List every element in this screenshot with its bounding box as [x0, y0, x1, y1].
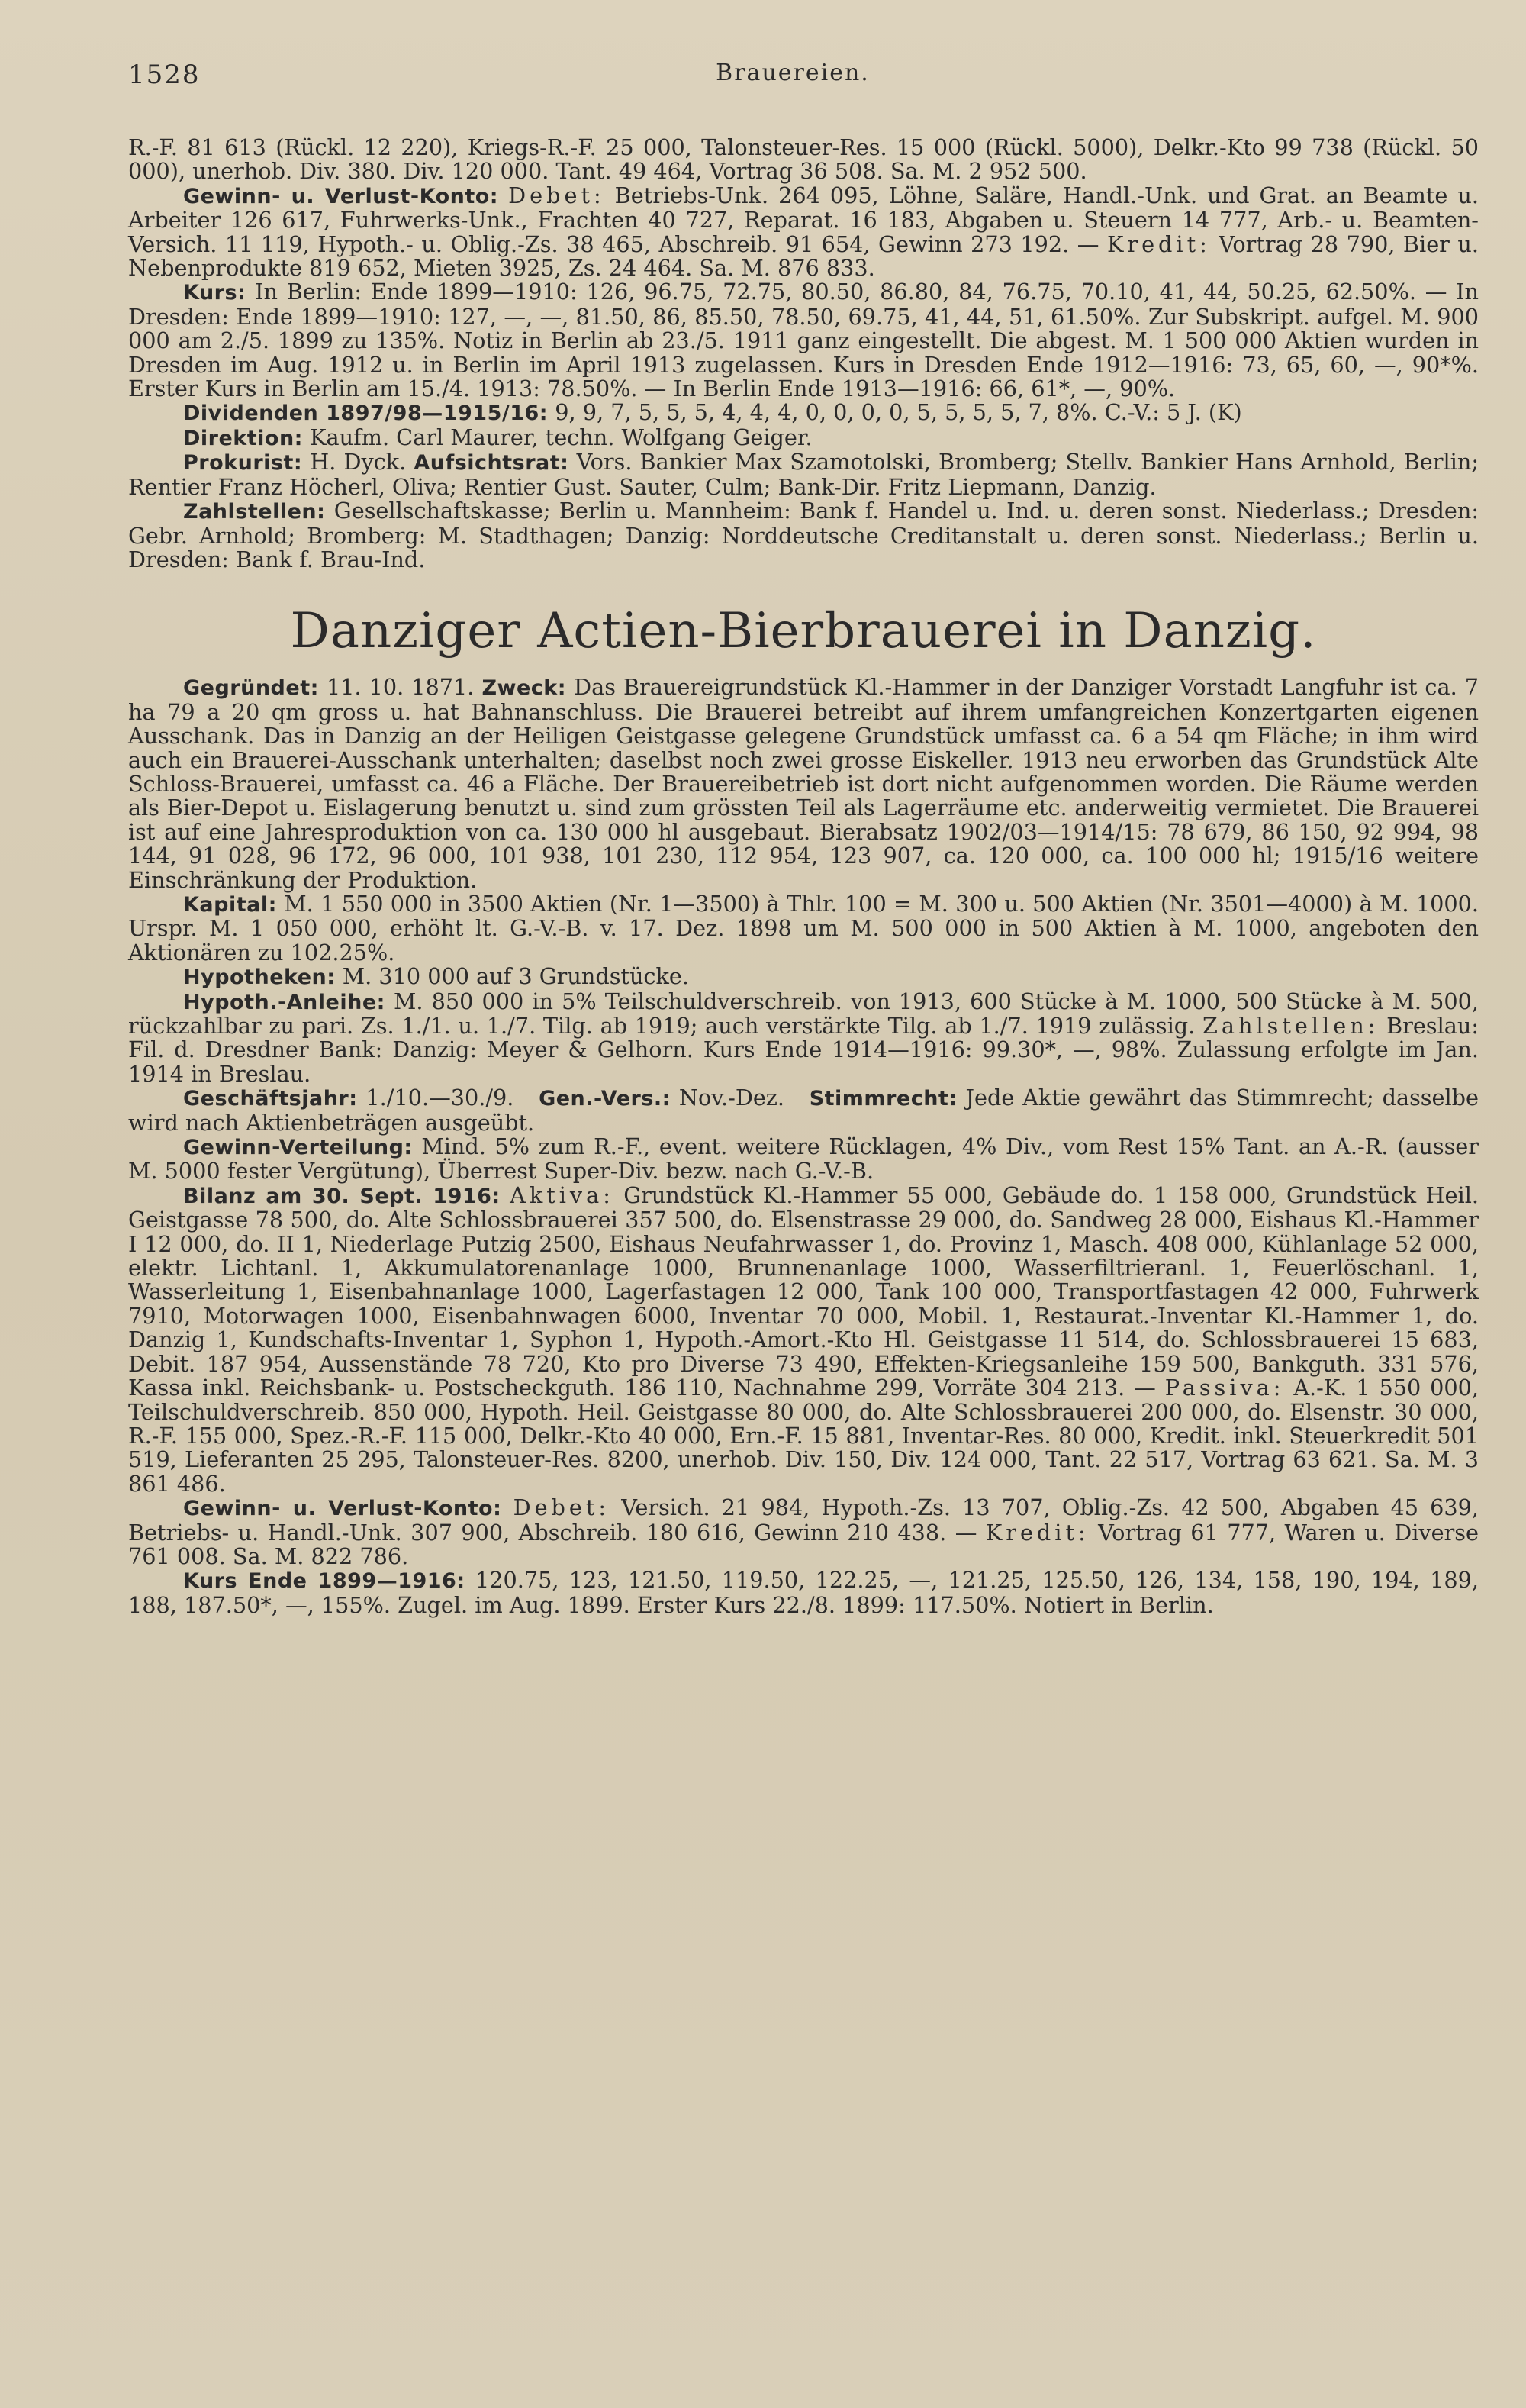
page-number: 1528: [128, 60, 201, 90]
running-head: Brauereien.: [716, 60, 870, 86]
management: Direktion: Kaufm. Carl Maurer, techn. Wolfgang Geiger.: [183, 424, 813, 450]
page-content: [128, 136, 1479, 1617]
entry-label: Geschäftsjahr:: [183, 1087, 358, 1111]
entry-label: Dividenden 1897/98—1915/16:: [183, 401, 549, 426]
mortgage-bond: Hypoth.-Anleihe: M. 850 000 in 5% Teilschuldverschreib. von 1913, 600 Stücke à M. 1000, 500 Stücke à M. 500, rückzahlbar zu pari. Zs. 1./1. u. 1./7. Tilg. ab 1919; auch verstärkte Tilg. ab 1./7. 1919 zulässig. Zahlstellen: Breslau: Fil. d. Dresdner Bank: Danzig: Meyer & Gelhorn. Kurs Ende 1914—1916: 99.30*, —, 98%. Zulassung erfolgte im Jan. 1914 in Breslau.: [128, 988, 1479, 1087]
entry-label: Prokurist:: [183, 451, 303, 475]
stock-quotes: Kurs: In Berlin: Ende 1899—1910: 126, 96.75, 72.75, 80.50, 86.80, 84, 76.75, 70.10, 41, 44, 50.25, 62.50%. — In Dresden: Ende 1899—1910: 127, —, —, 81.50, 86, 85.50, 78.50, 69.75, 41, 44, 51, 61.50%. Zur Subskript. aufgel. M. 900 000 am 2./5. 1899 zu 135%. Notiz in Berlin ab 23./5. 1911 ganz eingestellt. Die abgest. M. 1 500 000 Aktien wurden in Dresden im Aug. 1912 u. in Berlin im April 1913 zugelassen. Kurs in Dresden Ende 1912—1916: 73, 65, 60, —, 90*%. Erster Kurs in Berlin am 15./4. 1913: 78.50%. — In Berlin Ende 1913—1916: 66, 61*, —, 90%.: [128, 279, 1479, 402]
profit-loss-account: Gewinn- u. Verlust-Konto: Debet: Betriebs-Unk. 264 095, Löhne, Saläre, Handl.-Unk. und Grat. an Beamte u. Arbeiter 126 617, Fuhrwerks-Unk., Frachten 40 727, Reparat. 16 183, Abgaben u. Steuern 14 777, Arb.- u. Beamten-Versich. 11 119, Hypoth.- u. Oblig.-Zs. 38 465, Abschreib. 91 654, Gewinn 273 192. — Kredit: Vortrag 28 790, Bier u. Nebenprodukte 819 652, Mieten 3925, Zs. 24 464. Sa. M. 876 833.: [128, 182, 1479, 282]
company-title: Danziger Actien-Bierbrauerei in Danzig.: [290, 603, 1317, 660]
entry-label: Kurs Ende 1899—1916:: [183, 1569, 465, 1594]
entry-label: Gewinn- u. Verlust-Konto:: [183, 184, 499, 208]
entry-label: Zahlstellen:: [183, 500, 326, 524]
entry-label: Gen.-Vers.:: [539, 1087, 671, 1111]
page-header: [128, 60, 1457, 98]
entry-label: Zweck:: [481, 676, 567, 701]
fiscal-year-meeting-voting: Geschäftsjahr: 1./10.—30./9. Gen.-Vers.: Nov.-Dez. Stimmrecht: Jede Aktie gewährt das Stimmrecht; dasselbe wird nach Aktienbeträgen ausgeübt.: [128, 1085, 1479, 1136]
mortgages: Hypotheken: M. 310 000 auf 3 Grundstücke.: [183, 963, 689, 990]
entry-label: Aufsichtsrat:: [414, 451, 569, 475]
entry-label: Hypotheken:: [183, 965, 336, 990]
entry-label: Bilanz am 30. Sept. 1916:: [183, 1184, 501, 1208]
profit-loss-account-2: Gewinn- u. Verlust-Konto: Debet: Versich. 21 984, Hypoth.-Zs. 13 707, Oblig.-Zs. 42 500, Abgaben 45 639, Betriebs- u. Handl.-Unk. 307 900, Abschreib. 180 616, Gewinn 210 438. — Kredit: Vortrag 61 777, Waren u. Diverse 761 008. Sa. M. 822 786.: [128, 1494, 1479, 1569]
entry-label: Stimmrecht:: [809, 1087, 958, 1111]
balance-sheet: Bilanz am 30. Sept. 1916: Aktiva: Grundstück Kl.-Hammer 55 000, Gebäude do. 1 158 000, Grundstück Heil. Geistgasse 78 500, do. Alte Schlossbrauerei 357 500, do. Elsenstrasse 29 000, do. Sandweg 28 000, Eishaus Kl.-Hammer I 12 000, do. II 1, Niederlage Putzig 2500, Eishaus Neufahrwasser 1, do. Provinz 1, Masch. 408 000, Kühlanlage 52 000, elektr. Lichtanl. 1, Akkumulatorenanlage 1000, Brunnenanlage 1000, Wasserfiltrieranl. 1, Feuerlöschanl. 1, Wasserleitung 1, Eisenbahnanlage 1000, Lagerfastagen 12 000, Tank 100 000, Transportfastagen 42 000, Fuhrwerk 7910, Motorwagen 1000, Eisenbahnwagen 6000, Inventar 70 000, Mobil. 1, Restaurat.-Inventar Kl.-Hammer 1, do. Danzig 1, Kundschafts-Inventar 1, Syphon 1, Hypoth.-Amort.-Kto Hl. Geistgasse 11 514, do. Schlossbrauerei 15 683, Debit. 187 954, Aussenstände 78 720, Kto pro Diverse 73 490, Effekten-Kriegsanleihe 159 500, Bankguth. 331 576, Kassa inkl. Reichsbank- u. Postscheckguth. 186 110, Nachnahme 299, Vorräte 304 213. — Passiva: A.-K. 1 550 000, Teilschuldverschreib. 850 000, Hypoth. Heil. Geistgasse 80 000, do. Alte Schlossbrauerei 200 000, do. Elsenstr. 30 000, R.-F. 155 000, Spez.-R.-F. 115 000, Delkr.-Kto 40 000, Ern.-F. 15 881, Inventar-Res. 80 000, Kredit. inkl. Steuerkredit 501 519, Lieferanten 25 295, Talonsteuer-Res. 8200, unerhob. Div. 150, Div. 124 000, Tant. 22 517, Vortrag 63 621. Sa. M. 3 861 486.: [128, 1181, 1479, 1497]
paying-agents: Zahlstellen: Gesellschaftskasse; Berlin u. Mannheim: Bank f. Handel u. Ind. u. deren sonst. Niederlass.; Dresden: Gebr. Arnhold; Bromberg: M. Stadthagen; Danzig: Norddeutsche Creditanstalt u. deren sonst. Niederlass.; Berlin u. Dresden: Bank f. Brau-Ind.: [128, 498, 1479, 572]
entry-label: Kurs:: [183, 281, 246, 305]
founding-purpose: Gegründet: 11. 10. 1871. Zweck: Das Brauereigrundstück Kl.-Hammer in der Danziger Vorstadt Langfuhr ist ca. 7 ha 79 a 20 qm gross u. hat Bahnanschluss. Die Brauerei betreibt auf ihrem umfangreichen Konzertgarten eigenen Ausschank. Das in Danzig an der Heiligen Geistgasse gelegene Grundstück umfasst ca. 6 a 54 qm Fläche; in ihm wird auch ein Brauerei-Ausschank unterhalten; daselbst noch zwei grosse Eiskeller. 1913 neu erworben das Grundstück Alte Schloss-Brauerei, umfasst ca. 46 a Fläche. Der Brauereibetrieb ist dort nicht aufgenommen worden. Die Räume werden als Bier-Depot u. Eislagerung benutzt u. sind zum grössten Teil als Lagerräume etc. anderweitig vermietet. Die Brauerei ist auf eine Jahresproduktion von ca. 130 000 hl ausgebaut. Bierabsatz 1902/03—1914/15: 78 679, 86 150, 92 994, 98 144, 91 028, 96 172, 96 000, 101 938, 101 230, 112 954, 123 907, ca. 120 000, ca. 100 000 hl; 1915/16 weitere Einschränkung der Produktion.: [128, 674, 1479, 893]
entry-label: Gewinn- u. Verlust-Konto:: [183, 1497, 502, 1521]
entry-label: Direktion:: [183, 426, 303, 450]
capital: Kapital: M. 1 550 000 in 3500 Aktien (Nr. 1—3500) à Thlr. 100 = M. 300 u. 500 Aktien (Nr. 3501—4000) à M. 1000. Urspr. M. 1 050 000, erhöht lt. G.-V.-B. v. 17. Dez. 1898 um M. 500 000 in 500 Aktien à M. 1000, angeboten den Aktionären zu 102.25%.: [128, 890, 1479, 965]
dividends: Dividenden 1897/98—1915/16: 9, 9, 7, 5, 5, 5, 4, 4, 4, 0, 0, 0, 0, 5, 5, 5, 5, 7, 8%. C.-V.: 5 J. (K): [183, 399, 1242, 426]
entry-label: Kapital:: [183, 892, 277, 917]
balance-continuation: R.-F. 81 613 (Rückl. 12 220), Kriegs-R.-F. 25 000, Talonsteuer-Res. 15 000 (Rückl. 5000), Delkr.-Kto 99 738 (Rückl. 50 000), unerhob. Div. 380. Div. 120 000. Tant. 49 464, Vortrag 36 508. Sa. M. 2 952 500.: [128, 134, 1479, 185]
supervisory-board: Prokurist: H. Dyck. Aufsichtsrat: Vors. Bankier Max Szamotolski, Bromberg; Stellv. Bankier Hans Arnhold, Berlin; Rentier Franz Höcherl, Oliva; Rentier Gust. Sauter, Culm; Bank-Dir. Fritz Liepmann, Danzig.: [128, 449, 1479, 500]
profit-distribution: Gewinn-Verteilung: Mind. 5% zum R.-F., event. weitere Rücklagen, 4% Div., vom Rest 15% Tant. an A.-R. (ausser M. 5000 fester Vergütung), Überrest Super-Div. bezw. nach G.-V.-B.: [128, 1133, 1479, 1185]
entry-label: Hypoth.-Anleihe:: [183, 990, 385, 1014]
entry-label: Gegründet:: [183, 676, 319, 701]
stock-quotes-2: Kurs Ende 1899—1916: 120.75, 123, 121.50, 119.50, 122.25, —, 121.25, 125.50, 126, 134, 158, 190, 194, 189, 188, 187.50*, —, 155%. Zugel. im Aug. 1899. Erster Kurs 22./8. 1899: 117.50%. Notiert in Berlin.: [128, 1567, 1479, 1618]
entry-label: Gewinn-Verteilung:: [183, 1136, 413, 1160]
